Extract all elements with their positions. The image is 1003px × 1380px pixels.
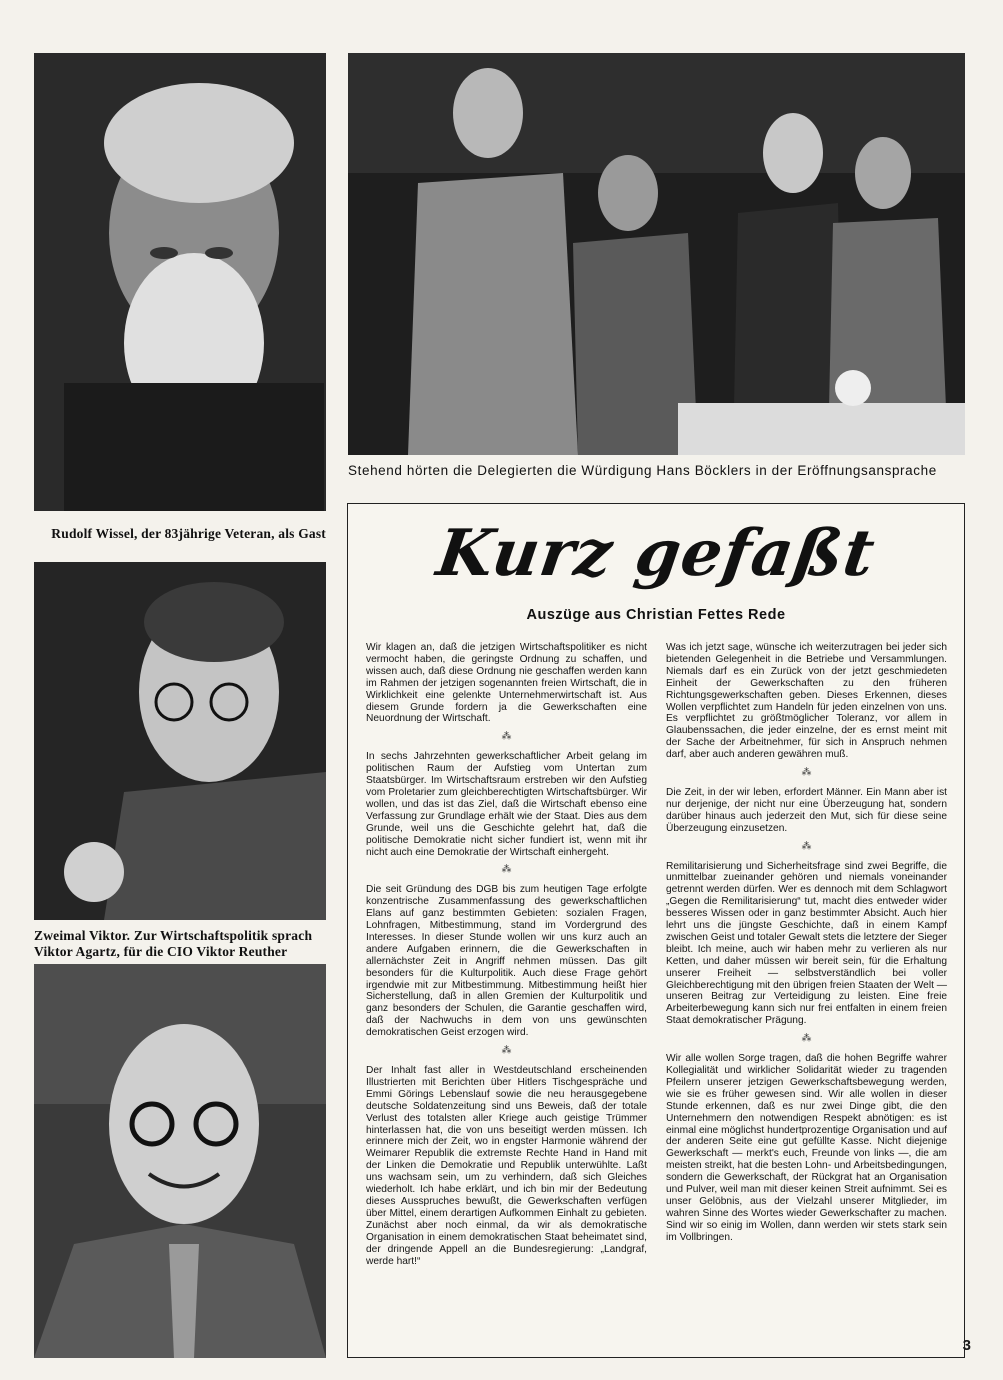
article-headline: Kurz gefaßt <box>432 516 880 591</box>
article-paragraph: Die seit Gründung des DGB bis zum heutigen Tage erfolgte konzentrische Zusammenfassung des gewerkschaftlichen Elans auf ganz bestimmten Gebieten: sozialen Fragen, Lohnfragen, Mitbestimmung, stand im Vordergrund des Interesses. In dieser Stunde wollen wir uns kurz auch an andere Aufgaben erinnern, die die Gewerkschaften in allernächster Zeit in Angriff nehmen müssen. Das gilt besonders für die Kulturpolitik. Auch diese Frage gehört irgendwie mit zur Mitbestimmung. Mitbestimmung heißt hier Sicherstellung, daß in allen Gremien der Kulturpolitik und ganz besonders der Schulen, die Garantie geschaffen wird, daß der Nachwuchs in dem von uns gewünschten demokratischen Geist erzogen wird. <box>366 884 647 1039</box>
photo-viktor-reuther <box>34 964 326 1358</box>
section-separator: ⁂ <box>501 864 512 876</box>
section-separator: ⁂ <box>801 767 812 779</box>
delegates-illustration <box>348 53 965 455</box>
article-box <box>347 503 965 1358</box>
caption-zweimal-viktor-line1: Zweimal Viktor. Zur Wirtschaftspolitik sprach <box>34 928 313 943</box>
photo-viktor-agartz <box>34 562 326 920</box>
caption-rudolf-wissel: Rudolf Wissel, der 83jährige Veteran, als Gast <box>51 526 326 541</box>
article-paragraph: Wir alle wollen Sorge tragen, daß die hohen Begriffe wahrer Kollegialität und wirklicher Solidarität wieder zu tragenden Pfeilern unserer jetzigen Gewerkschaftsbewegung werden, wie sie es früher gewesen sind. Wir alle wollen in dieser Stunde erkennen, daß es nur zwei Dinge gibt, die den Unternehmern den notwendigen Respekt abnötigen: es ist einmal eine möglichst hundertprozentige Organisation und auf der anderen Seite eine gut gefüllte Kasse. Nicht diejenige Gewerkschaft — merkt's euch, Freunde von links —, die am meisten streikt, hat die besten Lohn- und Arbeitsbedingungen, sondern die Gewerkschaft, der Rückgrat hat an Organisation und Pulver, weil man mit dieser keinen Streit aufnimmt. Sei es unser Gelöbnis, aus der Vielzahl unserer Mitglieder, im wahren Sinne des Wortes wieder Gewerkschafter zu machen. Sind wir so einig im Wollen, dann werden wir stets stark sein im Vollbringen. <box>666 1053 947 1243</box>
caption-zweimal-viktor <box>34 928 330 960</box>
page-number: 3 <box>962 1337 971 1354</box>
article-column-right <box>666 642 947 1244</box>
agartz-illustration <box>34 562 326 920</box>
section-separator: ⁂ <box>501 1045 512 1057</box>
photo-standing-delegates <box>348 53 965 455</box>
portrait-illustration <box>34 53 326 511</box>
caption-zweimal-viktor-line2: Viktor Agartz, für die CIO Viktor Reuther <box>34 944 288 959</box>
reuther-illustration <box>34 964 326 1358</box>
article-paragraph: Die Zeit, in der wir leben, erfordert Männer. Ein Mann aber ist nur derjenige, der nicht nur eine Überzeugung hat, sondern darüber hinaus auch jederzeit den Mut, sich für diese seine Überzeugung einzusetzen. <box>666 786 947 834</box>
article-paragraph: In sechs Jahrzehnten gewerkschaftlicher Arbeit gelang im politischen Raum der Aufstieg vom Untertan zum Staatsbürger. Im Wirtschaftsraum erstreben wir den Aufstieg vom Proletarier zum gleichberechtigten Wirtschaftsbürger. Wir wollen, und das ist das Ziel, daß die Wirtschaft ebenso eine Verfassung zur Grundlage erhält wie der Staat. Dies aus dem Grunde, weil uns die Geschichte gelehrt hat, daß die politische Demokratie nicht sicher fundiert ist, wenn mit ihr nicht auch eine Demokratie der Wirtschaft einhergeht. <box>366 751 647 858</box>
section-separator: ⁂ <box>801 1033 812 1045</box>
article-paragraph: Der Inhalt fast aller in Westdeutschland erscheinenden Illustrierten mit Berichten über Hitlers Tischgespräche und Emmi Görings Lebenslauf sowie die neu herausgegebene deutsche Soldatenzeitung sind uns Beweis, daß der totale Verlust des totalsten aller Kriege auch geistige Trümmer hinterlassen hat, die von uns beseitigt werden müssen. Ich erinnere mich der Zeit, wo in engster Harmonie während der Weimarer Republik die extremste Rechte Hand in Hand mit der Linken die Demokratie und Republik unterwühlte. Laßt uns wachsam sein, um zu verhindern, daß sich Gleiches wiederholt. Ich habe erklärt, und ich bin mir der Bedeutung dieses Ausspruches bewußt, die Gewerkschaften verfügen über Mittel, einem derartigen Aufkommen Einhalt zu gebieten. Zunächst aber noch einmal, da wir als demokratische Organisation in einem demokratischen Staat beheimatet sind, der dringende Appell an die Bundesregierung: „Landgraf, werde hart!“ <box>366 1065 647 1267</box>
article-paragraph: Was ich jetzt sage, wünsche ich weiterzutragen bei jeder sich bietenden Gelegenheit in die Betriebe und Versammlungen. Niemals darf es ein Zurück von der jetzt geschmiedeten Einheit der Gewerkschaften zu den früheren Richtungsgewerkschaften geben. Dieses Erkennen, dieses Wollen verpflichtet zum Handeln für jeden einzelnen von uns. Es verpflichtet zu größtmöglicher Toleranz, vor allem in Glaubenssachen, die jeder einzelne, der es ernst meint mit der Sache der Arbeitnehmer, für sich in Anspruch nehmen darf, aber auch anderen gewähren muß. <box>666 642 947 761</box>
photo-rudolf-wissel <box>34 53 326 511</box>
section-separator: ⁂ <box>801 840 812 852</box>
article-paragraph: Wir klagen an, daß die jetzigen Wirtschaftspolitiker es nicht vermocht haben, die geringste Ordnung zu schaffen, und wissen auch, daß diese Ordnung nie geschaffen werden kann im Rahmen der jetzigen sogenannten freien Wirtschaft, die in Wirklichkeit eine gelenkte Unternehmerwirtschaft ist. Aus diesem Grunde fordern ja die Gewerkschaften eine Neuordnung der Wirtschaft. <box>366 642 647 725</box>
article-subhead: Auszüge aus Christian Fettes Rede <box>526 607 786 623</box>
article-paragraph: Remilitarisierung und Sicherheitsfrage sind zwei Begriffe, die unmittelbar zueinander gehören und niemals voneinander getrennt werden dürfen. Wer es dennoch mit dem Schlagwort „Gegen die Remilitarisierung“ tut, macht dies entweder wider besseres Wissen oder in ganz bestimmter Absicht. Auch hier lehrt uns die jüngste Geschichte, daß in einem Kampf zwischen Geist und totaler Gewalt stets die letztere der Sieger bleibt. Ich meine, auch wir haben mehr zu verlieren als nur Ketten, und daher müssen wir bereit sein, für die Erhaltung unserer Freiheit — selbstverständlich bei voller Gleichberechtigung mit den übrigen freien Staaten der Welt — unseren Beitrag zur Verteidigung zu leisten. Eine freie Arbeiterbewegung kann sich nur frei entfalten in einem freien Staat demokratischer Prägung. <box>666 860 947 1027</box>
article-column-left <box>366 642 647 1267</box>
section-separator: ⁂ <box>501 731 512 743</box>
caption-delegates: Stehend hörten die Delegierten die Würdigung Hans Böcklers in der Eröffnungsansprache <box>348 463 937 478</box>
